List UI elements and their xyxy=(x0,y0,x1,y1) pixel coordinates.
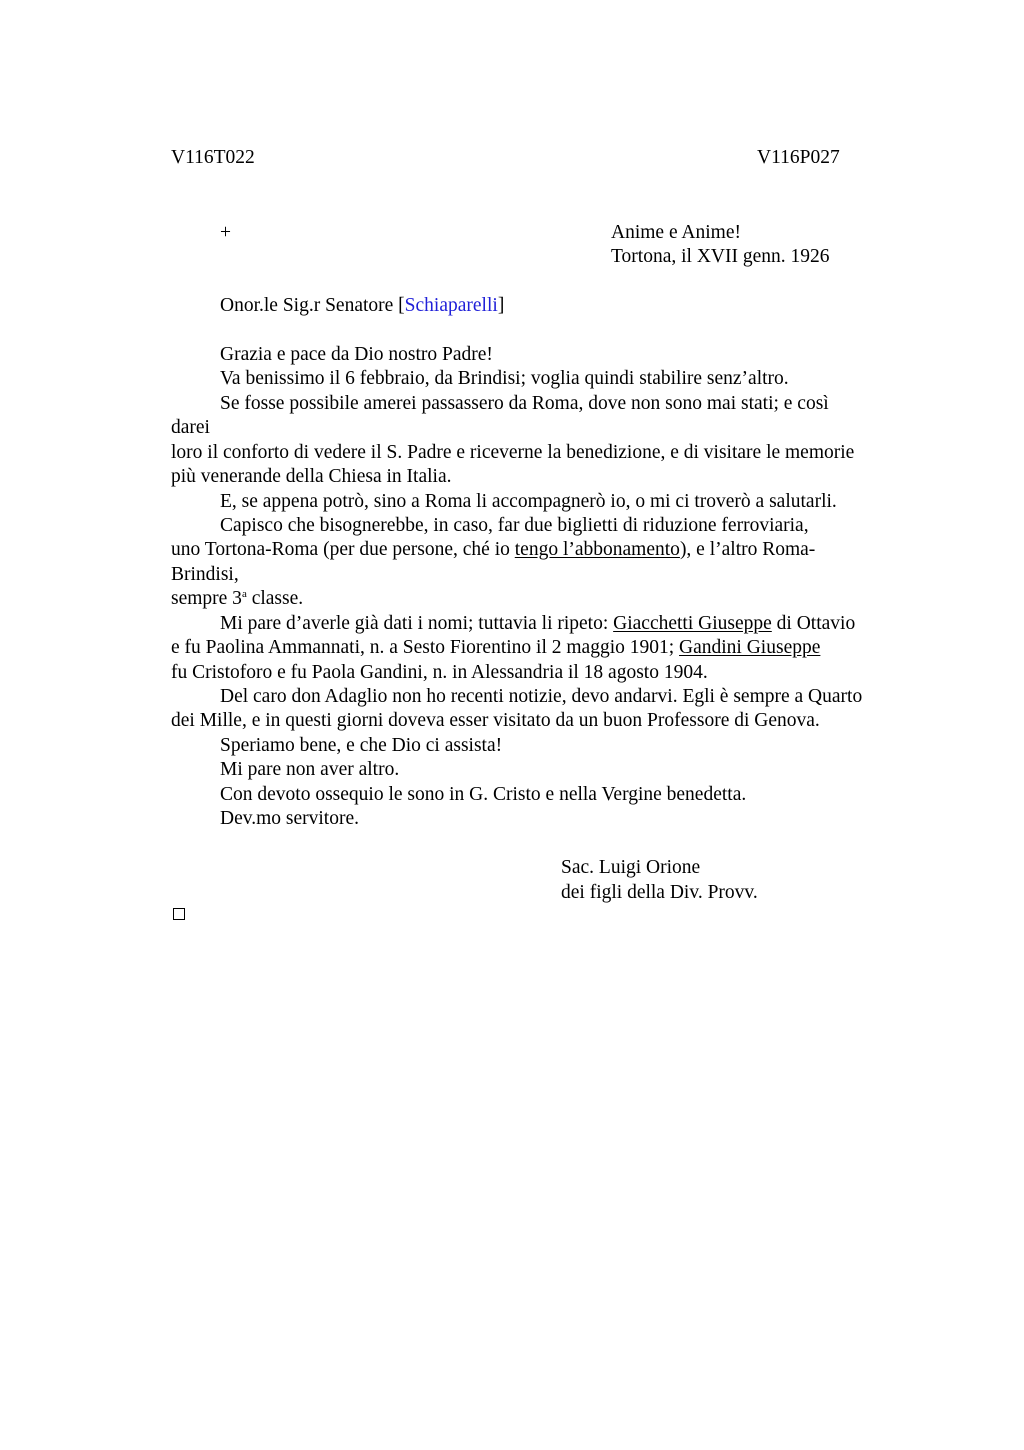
paragraph-5-line-3: fu Cristoforo e fu Paola Gandini, n. in Alessandria il 18 agosto 1904. xyxy=(171,662,708,683)
paragraph-4-line-2 xyxy=(171,538,815,562)
text-segment: classe. xyxy=(246,588,304,609)
paragraph-9: Con devoto ossequio le sono in G. Cristo e nella Vergine benedetta. xyxy=(220,784,747,805)
paragraph-4-line-1: Capisco che bisognerebbe, in caso, far due biglietti di riduzione ferroviaria, xyxy=(220,515,809,536)
paragraph-6-line-1: Del caro don Adaglio non ho recenti notizie, devo andarvi. Egli è sempre a Quarto xyxy=(220,686,863,707)
salutation xyxy=(220,294,504,318)
paragraph-8: Mi pare non aver altro. xyxy=(220,759,400,780)
text-segment: sempre 3 xyxy=(171,588,242,609)
paragraph-4-line-3: Brindisi, xyxy=(171,564,239,585)
text-segment: di Ottavio xyxy=(771,613,856,634)
underlined-phrase: tengo l’abbonamento xyxy=(514,539,680,560)
text-segment: ), e l’altro Roma- xyxy=(679,539,816,560)
paragraph-5-line-2 xyxy=(171,636,820,660)
document-code-right: V116P027 xyxy=(757,147,840,168)
paragraph-2-line-1: Se fosse possibile amerei passassero da Roma, dove non sono mai stati; e così xyxy=(220,393,829,414)
paragraph-1: Va benissimo il 6 febbraio, da Brindisi; voglia quindi stabilire senz’altro. xyxy=(220,368,789,389)
paragraph-2-line-4: più venerande della Chiesa in Italia. xyxy=(171,466,452,487)
paragraph-7: Speriamo bene, e che Dio ci assista! xyxy=(220,735,503,756)
document-code-left: V116T022 xyxy=(171,147,255,168)
salutation-prefix: Onor.le Sig.r Senatore [ xyxy=(220,295,405,316)
signature-title: dei figli della Div. Provv. xyxy=(561,882,758,903)
end-marker-box xyxy=(173,908,185,920)
text-segment: uno Tortona-Roma (per due persone, ché io xyxy=(171,539,515,560)
paragraph-3: E, se appena potrò, sino a Roma li accompagnerò io, o mi ci troverò a salutarli. xyxy=(220,491,837,512)
place-date: Tortona, il XVII genn. 1926 xyxy=(611,246,830,267)
cross-symbol: + xyxy=(220,222,231,243)
signature-name: Sac. Luigi Orione xyxy=(561,857,701,878)
paragraph-2-line-3: loro il conforto di vedere il S. Padre e riceverne la benedizione, e di visitare le memorie xyxy=(171,442,855,463)
salutation-suffix: ] xyxy=(497,295,505,316)
recipient-name-link[interactable]: Schiaparelli xyxy=(404,295,498,316)
motto: Anime e Anime! xyxy=(611,222,741,243)
ordinal-superscript: a xyxy=(241,588,247,600)
underlined-name-1: Giacchetti Giuseppe xyxy=(613,613,772,634)
paragraph-2-line-2: darei xyxy=(171,417,210,438)
underlined-name-2: Gandini Giuseppe xyxy=(679,637,821,658)
greeting: Grazia e pace da Dio nostro Padre! xyxy=(220,344,493,365)
closing: Dev.mo servitore. xyxy=(220,808,359,829)
text-segment: e fu Paolina Ammannati, n. a Sesto Fiorentino il 2 maggio 1901; xyxy=(171,637,680,658)
paragraph-5-line-1 xyxy=(220,612,855,636)
text-segment: Mi pare d’averle già dati i nomi; tuttavia li ripeto: xyxy=(220,613,614,634)
paragraph-4-line-4 xyxy=(171,587,303,611)
paragraph-6-line-2: dei Mille, e in questi giorni doveva esser visitato da un buon Professore di Genova. xyxy=(171,710,820,731)
